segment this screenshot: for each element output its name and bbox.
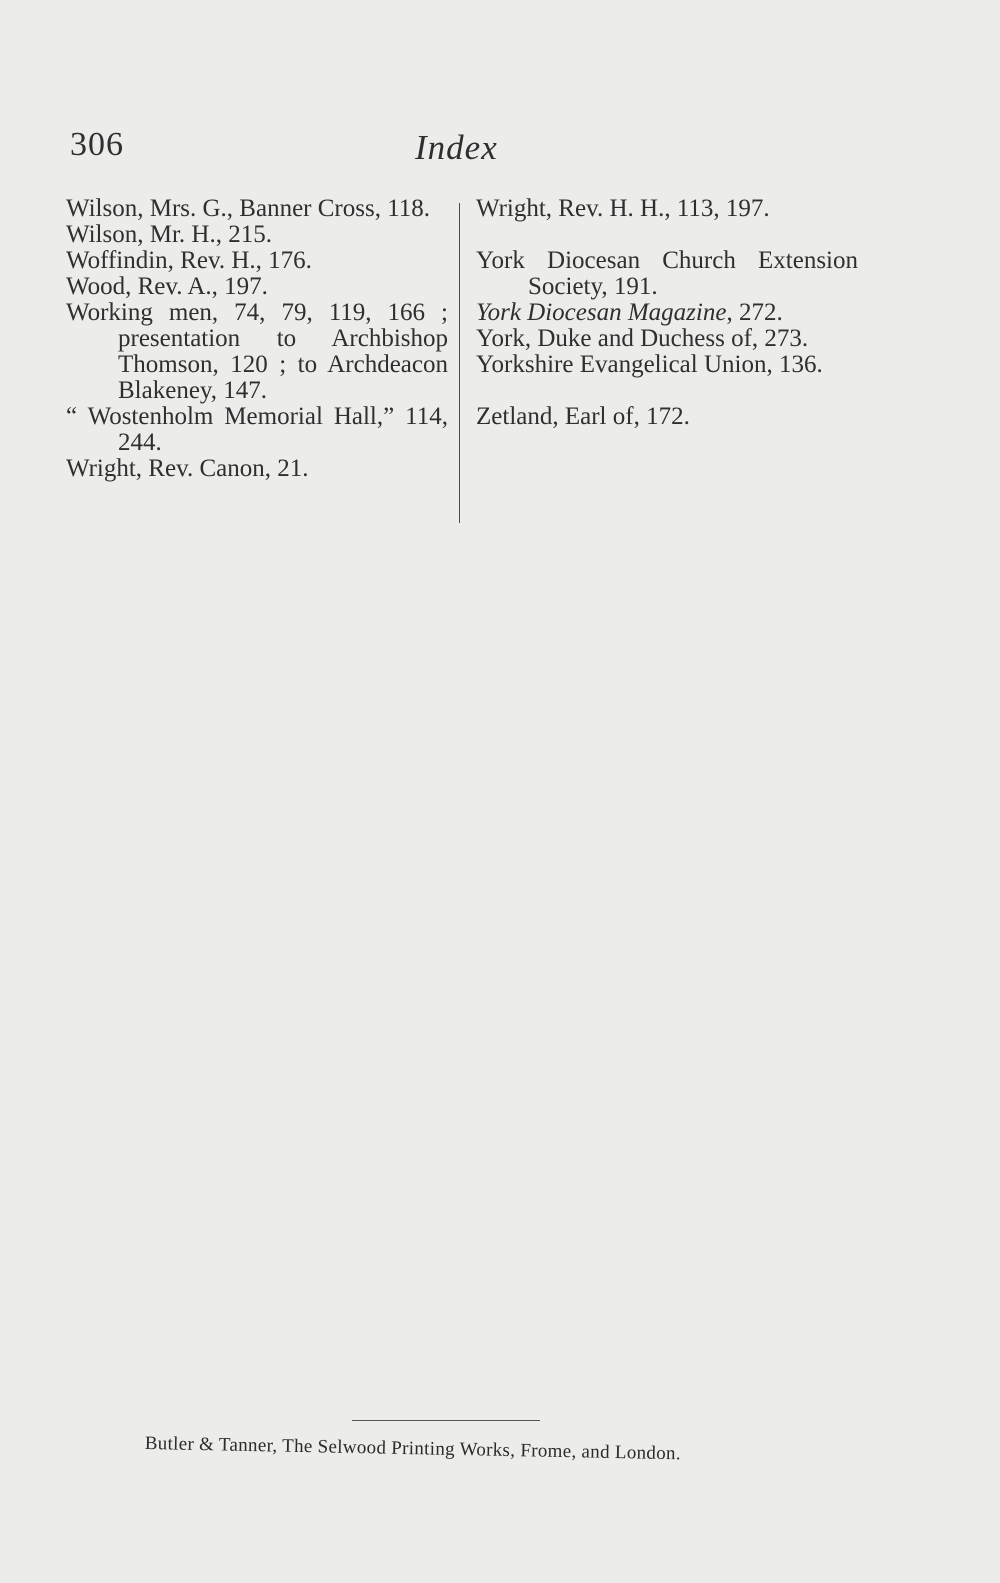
index-entry: Wright, Rev. H. H., 113, 197. xyxy=(476,195,770,222)
index-entry-title: York Diocesan Magazine xyxy=(476,299,727,326)
index-entry xyxy=(476,300,858,326)
index-entry: Wilson, Mr. H., 215. xyxy=(66,221,272,248)
index-column-right xyxy=(476,196,858,430)
index-entry: Woffindin, Rev. H., 176. xyxy=(66,247,312,274)
column-divider xyxy=(459,203,460,523)
index-entry: “ Wostenholm Memorial Hall,” 114, 244. xyxy=(66,403,448,456)
index-entry: York Diocesan Church Extension Society, 191. xyxy=(476,247,858,300)
index-entry: Wood, Rev. A., 197. xyxy=(66,273,268,300)
index-entry: York, Duke and Duchess of, 273. xyxy=(476,325,809,352)
running-head: Index xyxy=(415,128,498,167)
printer-imprint: Butler & Tanner, The Selwood Printing Works, Frome, and London. xyxy=(144,1433,682,1465)
index-column-left xyxy=(66,196,448,482)
index-entry: Wright, Rev. Canon, 21. xyxy=(66,455,309,482)
index-entry: Working men, 74, 79, 119, 166 ; presentation to Archbishop Thomson, 120 ; to Archdeacon Blakeney, 147. xyxy=(66,299,448,404)
index-entry: Yorkshire Evangelical Union, 136. xyxy=(476,351,823,378)
page-number: 306 xyxy=(70,126,124,163)
imprint-rule xyxy=(352,1420,540,1421)
index-entry: Wilson, Mrs. G., Banner Cross, 118. xyxy=(66,195,431,222)
index-entry-pages: , 272. xyxy=(726,299,783,326)
index-entry: Zetland, Earl of, 172. xyxy=(476,403,690,430)
